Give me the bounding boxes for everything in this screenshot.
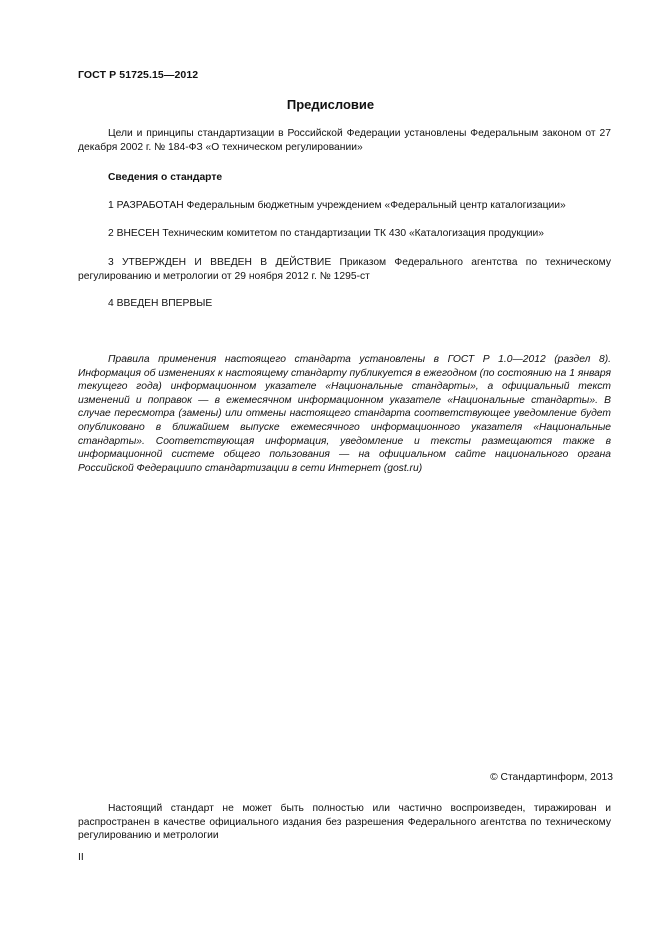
item-submitted: 2 ВНЕСЕН Техническим комитетом по стандартизации ТК 430 «Каталогизация продукции»: [108, 228, 544, 239]
copyright: © Стандартинформ, 2013: [490, 772, 613, 783]
rules-note: Правила применения настоящего стандарта установлены в ГОСТ Р 1.0—2012 (раздел 8). Информация об изменениях к настоящему стандарту публикуется в ежегодном (по состоянию на 1 января текущего года) информационном указателе «Национальные стандарты», а официальный текст изменений и поправок — в ежемесячном информационном указателе «Национальные стандарты». В случае пересмотра (замены) или отмены настоящего стандарта соответствующее уведомление будет опубликовано в ближайшем выпуске ежемесячного информационного указателя «Национальные стандарты». Соответствующая информация, уведомление и тексты размещаются также в информационной системе общего пользования — на официальном сайте национального органа Российской Федерациипо стандартизации в сети Интернет (gost.ru): [78, 354, 611, 474]
page-number: II: [78, 852, 84, 863]
item-developed: 1 РАЗРАБОТАН Федеральным бюджетным учреждением «Федеральный центр каталогизации»: [108, 200, 566, 211]
page-title: Предисловие: [286, 97, 375, 112]
reproduction-note: Настоящий стандарт не может быть полностью или частично воспроизведен, тиражирован и распространен в качестве официального издания без разрешения Федерального агентства по техническому регулированию и метрологии: [78, 803, 611, 842]
standard-info-heading: Сведения о стандарте: [108, 172, 223, 183]
item-first-introduced: 4 ВВЕДЕН ВПЕРВЫЕ: [108, 298, 213, 309]
intro-paragraph: Цели и принципы стандартизации в Российской Федерации установлены Федеральным законом от 27 декабря 2002 г. № 184-ФЗ «О техническом регулировании»: [78, 128, 611, 153]
document-header: ГОСТ Р 51725.15—2012: [78, 69, 199, 81]
item-approved: 3 УТВЕРЖДЕН И ВВЕДЕН В ДЕЙСТВИЕ Приказом Федерального агентства по техническому регулированию и метрологии от 29 ноября 2012 г. № 1295-ст: [78, 257, 611, 282]
